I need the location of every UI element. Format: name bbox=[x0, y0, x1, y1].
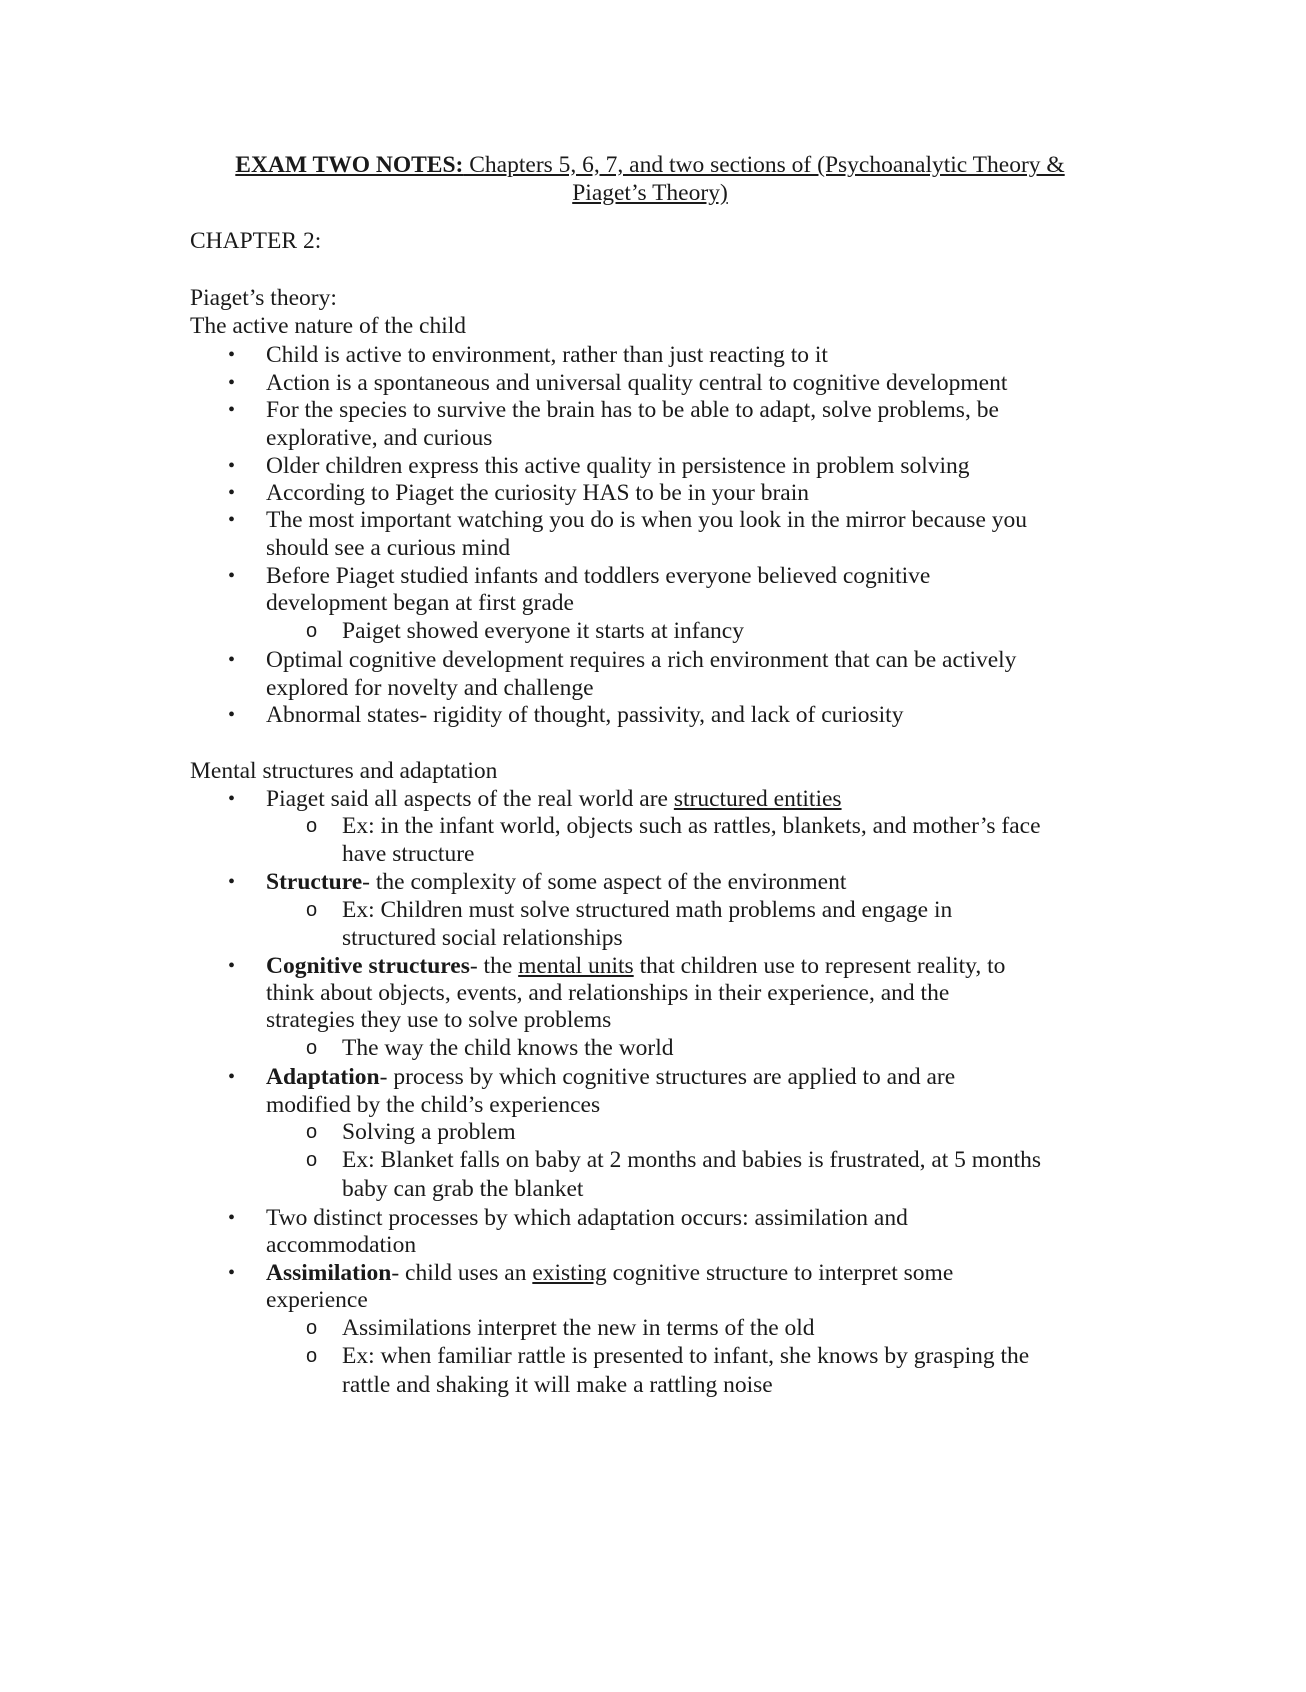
list-item: Action is a spontaneous and universal quality central to cognitive development bbox=[266, 370, 1008, 396]
underlined-term: mental units bbox=[518, 953, 634, 979]
sub-bullet: o bbox=[306, 1037, 318, 1059]
sub-list-item-cont: rattle and shaking it will make a rattling noise bbox=[342, 1372, 773, 1398]
list-item-cont: strategies they use to solve problems bbox=[266, 1007, 612, 1033]
bullet-dot: • bbox=[228, 649, 236, 671]
title-line-2: Piaget’s Theory) bbox=[572, 180, 728, 206]
bullet-dot: • bbox=[228, 455, 236, 477]
bullet-dot: • bbox=[228, 344, 236, 366]
bullet-dot: • bbox=[228, 955, 236, 977]
title-rest: Chapters 5, 6, 7, and two sections of (Psychoanalytic Theory & bbox=[463, 152, 1065, 178]
sub-bullet: o bbox=[306, 899, 318, 921]
list-item-cont: experience bbox=[266, 1287, 368, 1313]
list-item: According to Piaget the curiosity HAS to be in your brain bbox=[266, 480, 810, 506]
list-item: Older children express this active quality in persistence in problem solving bbox=[266, 453, 970, 479]
list-item: Two distinct processes by which adaptation occurs: assimilation and bbox=[266, 1205, 908, 1231]
section-heading-piaget: Piaget’s theory: bbox=[190, 285, 337, 311]
bullet-dot: • bbox=[228, 565, 236, 587]
sub-list-item-cont: have structure bbox=[342, 841, 475, 867]
underlined-term: structured entities bbox=[673, 786, 842, 812]
list-item-cont: explored for novelty and challenge bbox=[266, 675, 594, 701]
sub-bullet: o bbox=[306, 815, 318, 837]
list-item: The most important watching you do is when you look in the mirror because you bbox=[266, 507, 1027, 533]
sub-list-item-cont: structured social relationships bbox=[342, 925, 623, 951]
bullet-dot: • bbox=[228, 788, 236, 810]
bullet-dot: • bbox=[228, 1262, 236, 1284]
bullet-dot: • bbox=[228, 1066, 236, 1088]
sub-list-item: Ex: in the infant world, objects such as rattles, blankets, and mother’s face bbox=[342, 813, 1041, 839]
sub-bullet: o bbox=[306, 620, 318, 642]
bold-term: Cognitive structures bbox=[266, 953, 470, 979]
list-item-cont: accommodation bbox=[266, 1232, 417, 1258]
bullet-dot: • bbox=[228, 871, 236, 893]
list-item-cont: development began at first grade bbox=[266, 590, 574, 616]
bullet-dot: • bbox=[228, 482, 236, 504]
list-item: Assimilation- child uses an existing cognitive structure to interpret some bbox=[266, 1260, 954, 1286]
document-title bbox=[190, 151, 1110, 207]
subheading-active-nature: The active nature of the child bbox=[190, 313, 466, 339]
section-heading-mental-structures: Mental structures and adaptation bbox=[190, 758, 498, 784]
list-item: Optimal cognitive development requires a rich environment that can be actively bbox=[266, 647, 1017, 673]
list-item: Abnormal states- rigidity of thought, passivity, and lack of curiosity bbox=[266, 702, 904, 728]
sub-bullet: o bbox=[306, 1121, 318, 1143]
bullet-dot: • bbox=[228, 1207, 236, 1229]
list-item-cont: explorative, and curious bbox=[266, 425, 493, 451]
bullet-dot: • bbox=[228, 372, 236, 394]
list-item: Adaptation- process by which cognitive structures are applied to and are bbox=[266, 1064, 956, 1090]
sub-list-item: Assimilations interpret the new in terms of the old bbox=[342, 1315, 815, 1341]
list-item-cont: modified by the child’s experiences bbox=[266, 1092, 601, 1118]
list-item: For the species to survive the brain has to be able to adapt, solve problems, be bbox=[266, 397, 999, 423]
list-item: Before Piaget studied infants and toddlers everyone believed cognitive bbox=[266, 563, 931, 589]
bullet-dot: • bbox=[228, 399, 236, 421]
list-item: Piaget said all aspects of the real world are structured entities bbox=[266, 786, 842, 812]
sub-list-item-cont: baby can grab the blanket bbox=[342, 1176, 584, 1202]
list-item: Cognitive structures- the mental units that children use to represent reality, to bbox=[266, 953, 1006, 979]
sub-bullet: o bbox=[306, 1317, 318, 1339]
list-item-cont: think about objects, events, and relationships in their experience, and the bbox=[266, 980, 950, 1006]
sub-list-item: Ex: Children must solve structured math problems and engage in bbox=[342, 897, 953, 923]
bullet-dot: • bbox=[228, 509, 236, 531]
underlined-term: existing bbox=[532, 1260, 607, 1286]
sub-list-item: Ex: Blanket falls on baby at 2 months and babies is frustrated, at 5 months bbox=[342, 1147, 1041, 1173]
bullet-dot: • bbox=[228, 704, 236, 726]
bold-term: Adaptation bbox=[266, 1064, 380, 1090]
title-line-1 bbox=[190, 151, 1110, 179]
sub-list-item: The way the child knows the world bbox=[342, 1035, 674, 1061]
sub-bullet: o bbox=[306, 1149, 318, 1171]
sub-list-item: Ex: when familiar rattle is presented to infant, she knows by grasping the bbox=[342, 1343, 1030, 1369]
bold-term: Assimilation bbox=[266, 1260, 392, 1286]
bold-term: Structure bbox=[266, 869, 363, 895]
list-item: Structure- the complexity of some aspect of the environment bbox=[266, 869, 847, 895]
chapter-heading: CHAPTER 2: bbox=[190, 228, 322, 254]
title-bold: EXAM TWO NOTES: bbox=[235, 152, 464, 178]
sub-bullet: o bbox=[306, 1345, 318, 1367]
sub-list-item: Paiget showed everyone it starts at infancy bbox=[342, 618, 744, 644]
list-item: Child is active to environment, rather than just reacting to it bbox=[266, 342, 828, 368]
list-item-cont: should see a curious mind bbox=[266, 535, 511, 561]
sub-list-item: Solving a problem bbox=[342, 1119, 516, 1145]
